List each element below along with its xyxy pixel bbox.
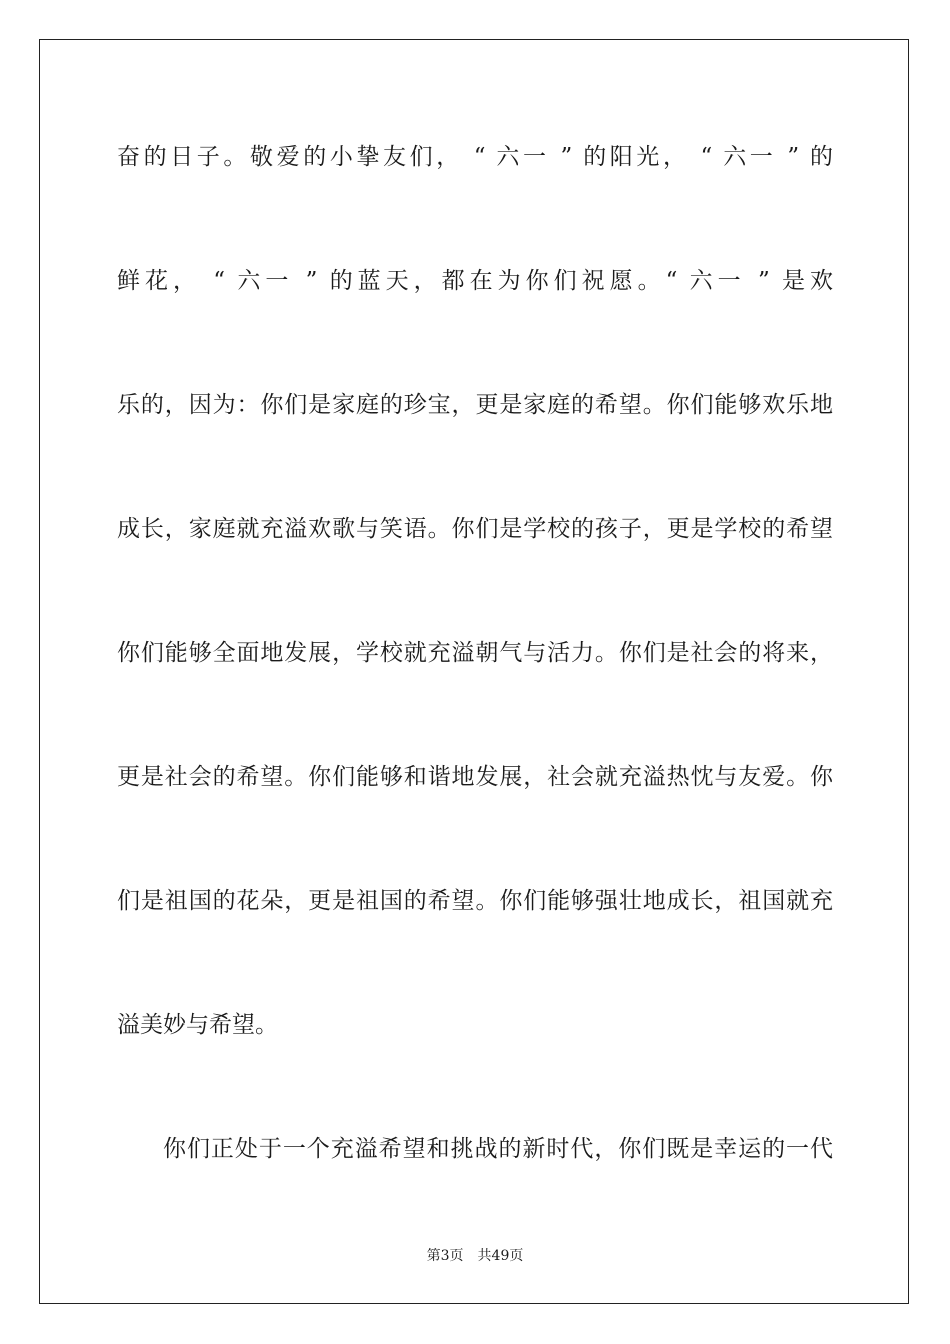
page-footer [0, 1245, 950, 1265]
text-line-9: 你们正处于一个充溢希望和挑战的新时代，你们既是幸运的一代 [163, 1136, 833, 1162]
text-line-7: 们是祖国的花朵，更是祖国的希望。你们能够强壮地成长，祖国就充 [117, 888, 833, 914]
text-line-6: 更是社会的希望。你们能够和谐地发展，社会就充溢热忱与友爱。你 [117, 764, 833, 790]
document-body [117, 126, 833, 1242]
text-line-3: 乐的，因为：你们是家庭的珍宝，更是家庭的希望。你们能够欢乐地 [117, 392, 833, 418]
text-line-2: 鲜花， “ 六一 ” 的蓝天，都在为你们祝愿。“ 六一 ” 是欢 [117, 268, 833, 294]
text-line-5: 你们能够全面地发展，学校就充溢朝气与活力。你们是社会的将来， [117, 640, 833, 666]
text-line-4: 成长，家庭就充溢欢歌与笑语。你们是学校的孩子，更是学校的希望 [117, 516, 833, 542]
text-line-1: 奋的日子。敬爱的小挚友们， “ 六一 ” 的阳光， “ 六一 ” 的 [117, 144, 833, 170]
page-number: 第3页 [426, 1248, 464, 1264]
page-total: 共49页 [477, 1248, 524, 1264]
text-line-8: 溢美妙与希望。 [117, 1012, 278, 1038]
